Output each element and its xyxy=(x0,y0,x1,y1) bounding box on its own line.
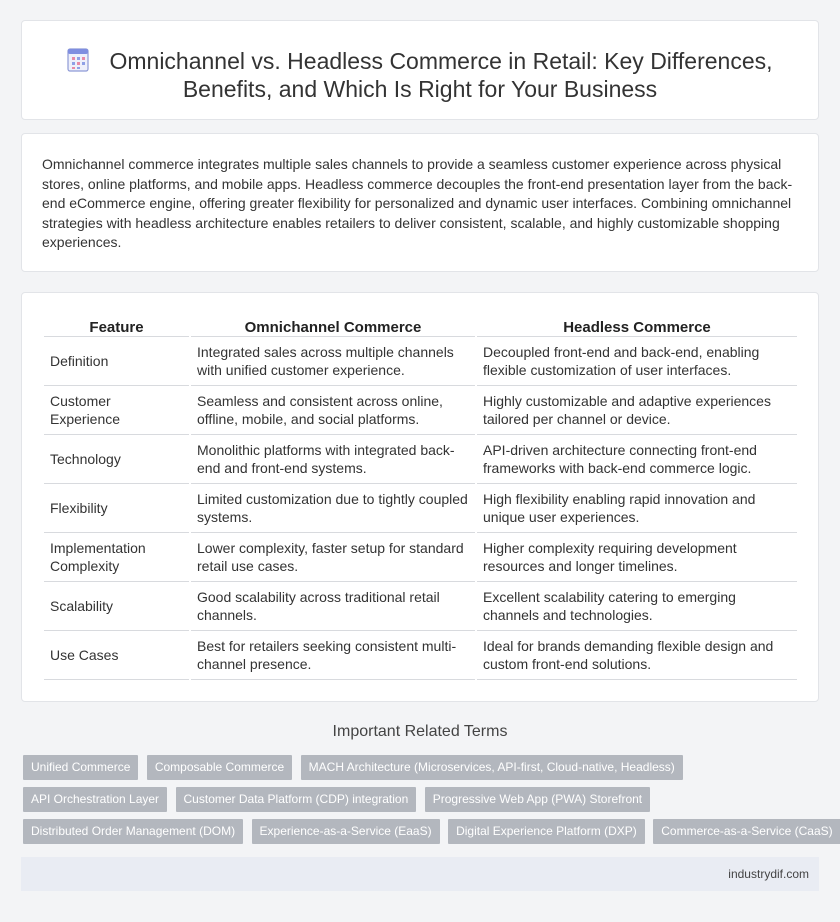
tag-dxp[interactable]: Digital Experience Platform (DXP) xyxy=(448,819,645,844)
headless-cell: Ideal for brands demanding flexible design and custom front-end solutions. xyxy=(477,631,797,680)
feature-cell: Technology xyxy=(44,435,189,484)
tag-pwa-storefront[interactable]: Progressive Web App (PWA) Storefront xyxy=(425,787,650,812)
title-line-1 xyxy=(22,47,818,75)
omnichannel-cell: Lower complexity, faster setup for standard retail use cases. xyxy=(191,533,475,582)
title-line-2: Benefits, and Which Is Right for Your Business xyxy=(182,76,658,102)
related-terms-list xyxy=(23,755,833,851)
header-feature: Feature xyxy=(44,315,189,337)
tag-row xyxy=(23,787,823,819)
table-row xyxy=(44,631,797,680)
table-row xyxy=(44,386,797,435)
omnichannel-cell: Good scalability across traditional retail channels. xyxy=(191,582,475,631)
tag-dom[interactable]: Distributed Order Management (DOM) xyxy=(23,819,243,844)
headless-cell: Excellent scalability catering to emerging channels and technologies. xyxy=(477,582,797,631)
omnichannel-cell: Limited customization due to tightly coupled systems. xyxy=(191,484,475,533)
table-row xyxy=(44,435,797,484)
comparison-table xyxy=(42,315,799,680)
tag-api-orchestration[interactable]: API Orchestration Layer xyxy=(23,787,167,812)
table-header-row xyxy=(44,315,797,337)
feature-cell: Implementation Complexity xyxy=(44,533,189,582)
headless-cell: High flexibility enabling rapid innovation and unique user experiences. xyxy=(477,484,797,533)
tag-mach-architecture[interactable]: MACH Architecture (Microservices, API-first, Cloud-native, Headless) xyxy=(301,755,683,780)
page-title xyxy=(22,47,818,103)
document-icon xyxy=(67,48,89,72)
intro-paragraph: Omnichannel commerce integrates multiple sales channels to provide a seamless customer experience across physical stores, online platforms, and mobile apps. Headless commerce decouples the front-end presentation layer from the back-end eCommerce engine, offering greater flexibility for personalized and dynamic user interfaces. Combining omnichannel strategies with headless architecture enables retailers to deliver consistent, scalable, and highly customizable shopping experiences. xyxy=(42,156,793,250)
title-line-1-text: Omnichannel vs. Headless Commerce in Retail: Key Differences, xyxy=(109,48,773,74)
tag-eaas[interactable]: Experience-as-a-Service (EaaS) xyxy=(252,819,440,844)
tag-unified-commerce[interactable]: Unified Commerce xyxy=(23,755,138,780)
feature-cell: Scalability xyxy=(44,582,189,631)
table-row xyxy=(44,484,797,533)
feature-cell: Use Cases xyxy=(44,631,189,680)
header-omnichannel: Omnichannel Commerce xyxy=(191,315,475,337)
table-row xyxy=(44,582,797,631)
table-row xyxy=(44,337,797,386)
headless-cell: Decoupled front-end and back-end, enabling flexible customization of user interfaces. xyxy=(477,337,797,386)
omnichannel-cell: Seamless and consistent across online, offline, mobile, and social platforms. xyxy=(191,386,475,435)
tag-row xyxy=(23,755,823,787)
header-headless: Headless Commerce xyxy=(477,315,797,337)
headless-cell: API-driven architecture connecting front-end frameworks with back-end commerce logic. xyxy=(477,435,797,484)
tag-composable-commerce[interactable]: Composable Commerce xyxy=(147,755,292,780)
tag-cdp-integration[interactable]: Customer Data Platform (CDP) integration xyxy=(176,787,417,812)
intro-card xyxy=(21,133,819,272)
feature-cell: Definition xyxy=(44,337,189,386)
omnichannel-cell: Monolithic platforms with integrated back-end and front-end systems. xyxy=(191,435,475,484)
table-row xyxy=(44,533,797,582)
feature-cell: Flexibility xyxy=(44,484,189,533)
tag-row xyxy=(23,819,833,851)
headless-cell: Higher complexity requiring development resources and longer timelines. xyxy=(477,533,797,582)
omnichannel-cell: Integrated sales across multiple channels with unified customer experience. xyxy=(191,337,475,386)
feature-cell: Customer Experience xyxy=(44,386,189,435)
tag-caas[interactable]: Commerce-as-a-Service (CaaS) xyxy=(653,819,840,844)
footer-site-link[interactable]: industrydif.com xyxy=(728,867,809,881)
headless-cell: Highly customizable and adaptive experiences tailored per channel or device. xyxy=(477,386,797,435)
omnichannel-cell: Best for retailers seeking consistent multi-channel presence. xyxy=(191,631,475,680)
comparison-table-card xyxy=(21,292,819,702)
footer xyxy=(21,857,819,891)
header-card xyxy=(21,20,819,120)
related-terms-heading: Important Related Terms xyxy=(332,723,508,740)
